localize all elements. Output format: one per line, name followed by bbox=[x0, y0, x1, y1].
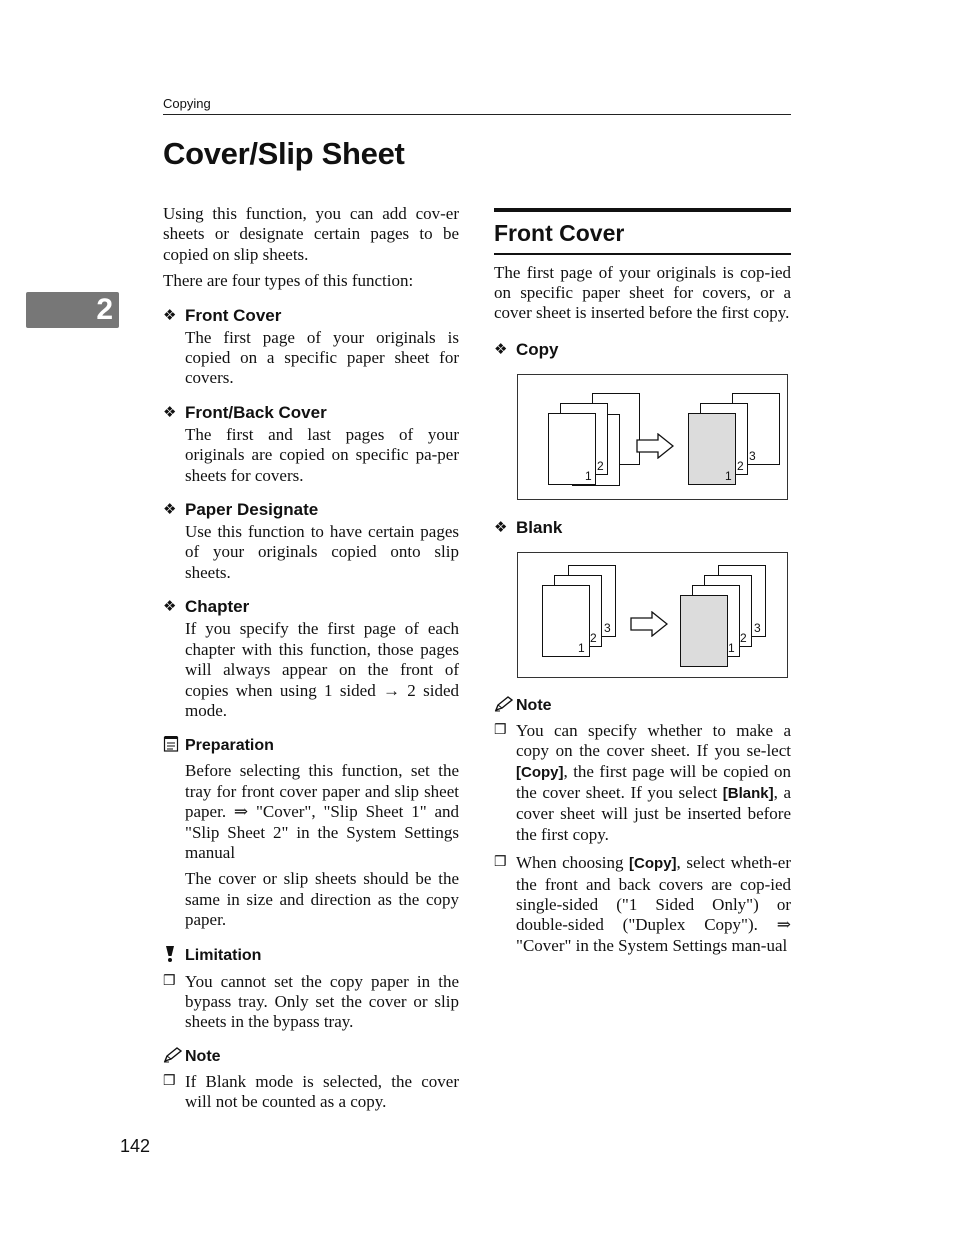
note-item: ❒ You can specify whether to make a copy on the cover sheet. If you se-lect [Copy], the first page will be copied on the cover sheet. If you select [Blank], a cover sheet will just be inserted before the first copy. bbox=[494, 720, 791, 844]
term-paper-designate bbox=[163, 500, 459, 583]
term-front-cover bbox=[163, 306, 459, 389]
blank-key: [Blank] bbox=[722, 784, 774, 802]
blank-heading: ❖ Blank bbox=[494, 517, 563, 537]
term-body: The first and last pages of your originals are copied on specific pa-per sheets for covers. bbox=[185, 424, 459, 485]
intro-types: There are four types of this function: bbox=[163, 271, 414, 291]
section-title: Front Cover bbox=[494, 220, 625, 246]
left-column bbox=[163, 204, 459, 1113]
diamond-icon: ❖ bbox=[494, 518, 508, 536]
copy-diagram: 2 1 3 2 1 bbox=[517, 374, 788, 500]
limitation-item: ❒ You cannot set the copy paper in the bypass tray. Only set the cover or slip sheets in the bypass tray. bbox=[163, 971, 459, 1032]
term-heading: Front/Back Cover bbox=[185, 402, 327, 422]
term-heading: Front Cover bbox=[185, 305, 282, 325]
diamond-icon: ❖ bbox=[163, 598, 177, 616]
notepad-icon bbox=[163, 735, 185, 757]
section-intro: The first page of your originals is cop-ied on specific paper sheet for covers, or a cover sheet is inserted before the first copy. bbox=[494, 262, 791, 323]
note-heading: Note bbox=[163, 1047, 459, 1068]
checkbox-bullet-icon: ❒ bbox=[163, 1073, 176, 1089]
note-item: ❒ When choosing [Copy], select wheth-er the front and back covers are cop-ied single-sided ("1 Sided Only") or double-sided ("Duplex Copy"). ⇒ "Cover" in the System Settings man-ual bbox=[494, 853, 791, 955]
term-body: If you specify the first page of each chapter with this function, those pages will always appear on the front of copies when using 1 sided → 2 sided mode. bbox=[185, 619, 459, 720]
section-rule bbox=[494, 253, 791, 255]
chapter-number: 2 bbox=[96, 293, 113, 326]
term-heading: Chapter bbox=[185, 597, 250, 617]
running-head: Copying bbox=[163, 96, 211, 111]
diamond-icon: ❖ bbox=[494, 340, 508, 358]
arrow-right-icon bbox=[636, 433, 674, 459]
header-rule bbox=[163, 114, 791, 115]
section-rule bbox=[494, 208, 791, 212]
preparation-paragraph: Before selecting this function, set the tray for front cover paper and slip sheet paper. ⇒ "Cover", "Slip Sheet 1" and "Slip Sheet 2" in the System Settings manual bbox=[185, 761, 459, 862]
copy-key: [Copy] bbox=[629, 855, 677, 873]
note-heading: Note bbox=[494, 696, 791, 717]
term-front-back-cover bbox=[163, 403, 459, 486]
note-item: ❒ If Blank mode is selected, the cover will not be counted as a copy. bbox=[163, 1071, 459, 1112]
copy-key: [Copy] bbox=[516, 763, 564, 781]
preparation-paragraph: The cover or slip sheets should be the same in size and direction as the copy paper. bbox=[185, 869, 459, 930]
diamond-icon: ❖ bbox=[163, 306, 177, 324]
checkbox-bullet-icon: ❒ bbox=[163, 973, 176, 989]
preparation-heading: Preparation bbox=[163, 735, 459, 757]
copy-heading: ❖ Copy bbox=[494, 339, 559, 359]
diamond-icon: ❖ bbox=[163, 403, 177, 421]
arrow-right-icon bbox=[630, 611, 668, 637]
term-heading: Paper Designate bbox=[185, 500, 319, 520]
intro-paragraph: Using this function, you can add cov-er sheets or designate certain pages to be copied on slip sheets. bbox=[163, 204, 459, 264]
exclamation-icon bbox=[163, 945, 185, 968]
page-title: Cover/Slip Sheet bbox=[163, 136, 405, 171]
limitation-heading: Limitation bbox=[163, 945, 459, 968]
term-chapter bbox=[163, 597, 459, 721]
blank-cover-sheet bbox=[680, 595, 728, 667]
chapter-tab bbox=[26, 292, 119, 328]
blank-diagram: 3 2 1 3 2 1 bbox=[517, 552, 788, 678]
page-number: 142 bbox=[120, 1136, 151, 1156]
right-column bbox=[494, 208, 791, 956]
checkbox-bullet-icon: ❒ bbox=[494, 855, 507, 871]
checkbox-bullet-icon: ❒ bbox=[494, 722, 507, 738]
diamond-icon: ❖ bbox=[163, 501, 177, 519]
pencil-icon bbox=[494, 696, 516, 717]
term-body: The first page of your originals is copied on a specific paper sheet for covers. bbox=[185, 327, 459, 388]
pencil-icon bbox=[163, 1047, 185, 1068]
term-body: Use this function to have certain pages of your originals copied onto slip sheets. bbox=[185, 522, 459, 582]
preparation-body bbox=[163, 761, 459, 930]
